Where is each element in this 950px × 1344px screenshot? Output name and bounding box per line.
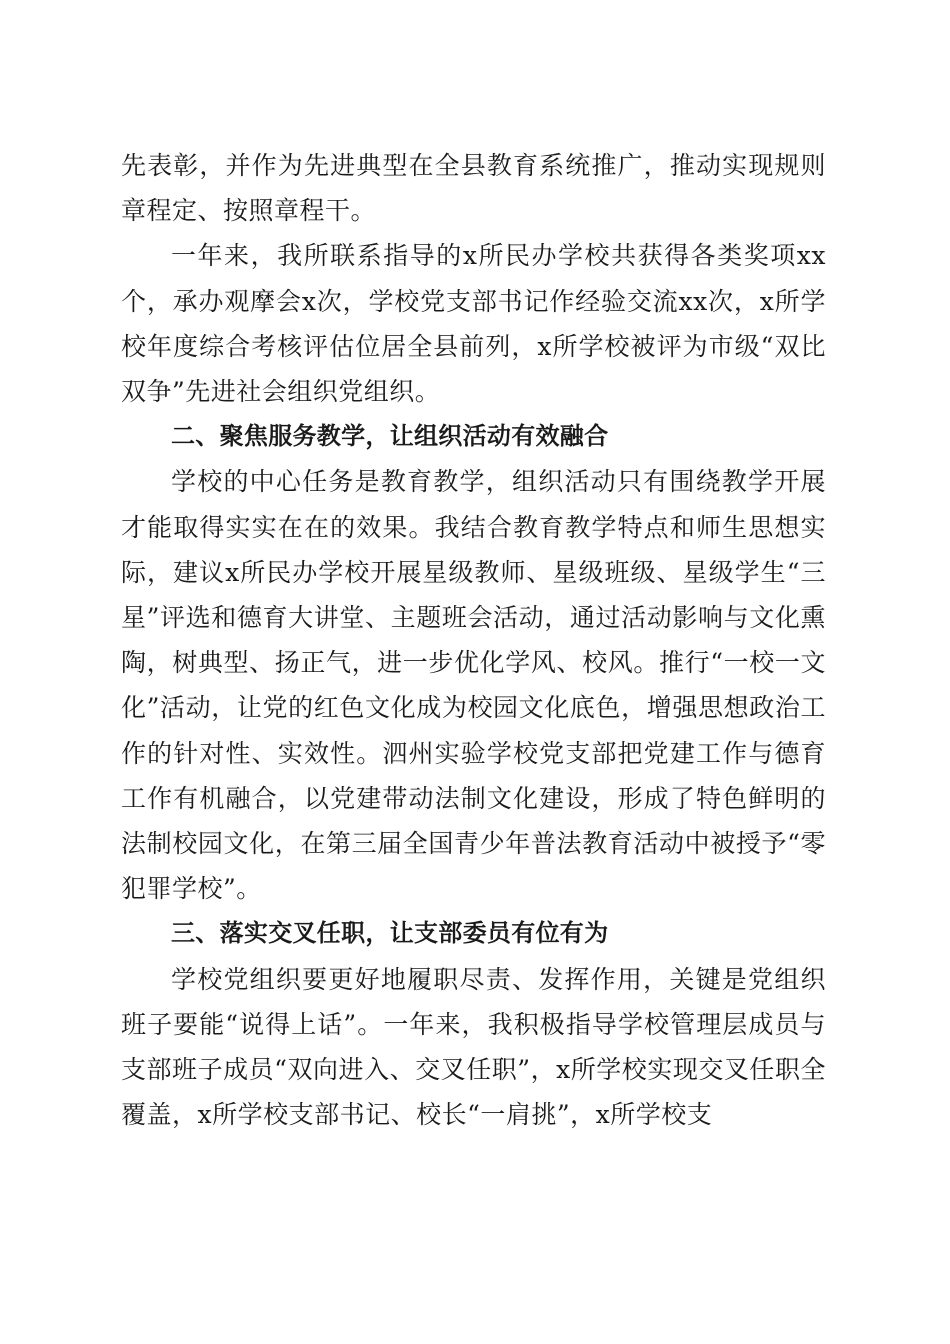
paragraph-achievements: 一年来，我所联系指导的x所民办学校共获得各类奖项xx个，承办观摩会x次，学校党支部书记作经验交流xx次，x所学校年度综合考核评估位居全县前列，x所学校被评为市级“双比双争”先进社会组织党组织。 [121,241,826,407]
section-heading-2: 二、聚焦服务教学，让组织活动有效融合 [171,422,609,451]
paragraph-cross-appointment: 学校党组织要更好地履职尽责、发挥作用，关键是党组织班子要能“说得上话”。一年来，我积极指导学校管理层成员与支部班子成员“双向进入、交叉任职”，x所学校实现交叉任职全覆盖，x所学校支部书记、校长“一肩挑”，x所学校支 [121,964,826,1130]
section-heading-3: 三、落实交叉任职，让支部委员有位有为 [171,919,609,948]
document-body [121,143,826,1137]
paragraph-continuation: 先表彰，并作为先进典型在全县教育系统推广，推动实现规则章程定、按照章程干。 [121,151,826,226]
paragraph-teaching-activities: 学校的中心任务是教育教学，组织活动只有围绕教学开展才能取得实实在在的效果。我结合教育教学特点和师生思想实际，建议x所民办学校开展星级教师、星级班级、星级学生“三星”评选和德育大讲堂、主题班会活动，通过活动影响与文化熏陶，树典型、扬正气，进一步优化学风、校风。推行“一校一文化”活动，让党的红色文化成为校园文化底色，增强思想政治工作的针对性、实效性。泗州实验学校党支部把党建工作与德育工作有机融合，以党建带动法制文化建设，形成了特色鲜明的法制校园文化，在第三届全国青少年普法教育活动中被授予“零犯罪学校”。 [121,467,826,904]
